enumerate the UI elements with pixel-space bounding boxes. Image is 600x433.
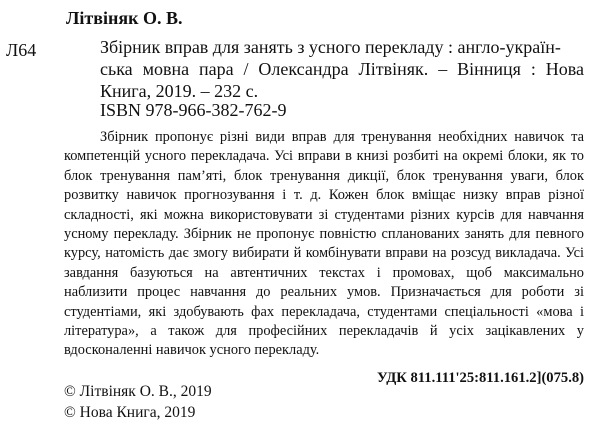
annotation-paragraph: Збірник пропонує різні види вправ для тренування необхідних навичок та компетенцій усного перекладача. Усі вправи в книзі розбиті на окремі блоки, як то блок тренування пам’яті, блок тренування дикції, блок тренування уваги, блок розвитку навичок прогнозування і т. д. Кожен блок вміщає низку вправ різної складності, які можна використовувати зі студентами різних курсів для навчання усному перекладу. Збірник не пропонує повністю спланованих занять для певного курсу, натомість дає змогу вибирати й комбінувати вправи на розсуд викладача. Усі завдання базуються на автентичних текстах і промовах, щоб максимально наблизити процес навчання до реальних умов. Призначається для роботи зі студентіами, які здобувають фах перекладача, студентами спеціальності «мова і література», а також для професійних перекладачів й усіх зацікавлених у вдосконаленні навичок усного перекладу.: [64, 129, 584, 359]
author-heading: Літвіняк О. В.: [66, 8, 183, 28]
bibliographic-description: [100, 36, 584, 102]
copyright-publisher: © Нова Книга, 2019: [64, 404, 196, 421]
shelf-code: Л64: [6, 40, 37, 60]
isbn-number: ISBN 978-966-382-762-9: [100, 100, 287, 120]
bibliographic-line-2: ська мовна пара / Олександра Літвіняк. – Вінниця : Нова Книга, 2019. – 232 с.: [100, 59, 584, 101]
udc-code: УДК 811.111'25:811.161.2](075.8): [376, 370, 584, 386]
bibliographic-line-1: Збірник вправ для занять з усного перекладу : англо-україн-: [100, 37, 561, 57]
copyright-author: © Літвіняк О. В., 2019: [64, 383, 212, 400]
